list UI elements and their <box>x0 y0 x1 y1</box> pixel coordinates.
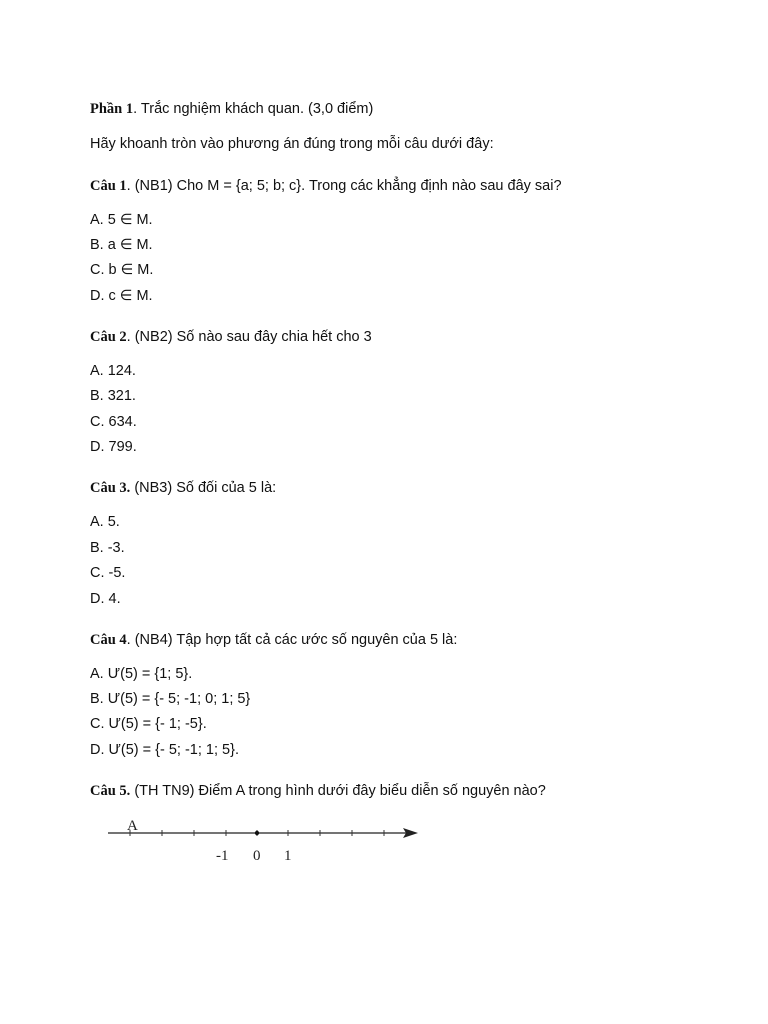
option: D. c ∈ M. <box>90 288 153 304</box>
question-text: (NB3) Số đối của 5 là: <box>130 480 277 496</box>
question-label: Câu 4 <box>90 632 127 648</box>
point-label-a: A <box>127 818 138 834</box>
option: B. -3. <box>90 540 125 556</box>
part-heading <box>90 100 373 118</box>
question-1-heading <box>90 177 562 195</box>
option: D. 4. <box>90 591 121 607</box>
option: C. 634. <box>90 414 137 430</box>
part-title: . Trắc nghiệm khách quan. (3,0 điểm) <box>133 101 374 117</box>
question-label: Câu 1 <box>90 178 127 194</box>
part-label: Phần 1 <box>90 101 134 117</box>
option: D. Ư(5) = {- 5; -1; 1; 5}. <box>90 742 239 758</box>
question-text: . (NB1) Cho M = {a; 5; b; c}. Trong các khẳng định nào sau đây sai? <box>126 178 562 194</box>
question-label: Câu 3. <box>90 480 131 496</box>
tick-label: 0 <box>253 848 261 864</box>
tick-label: -1 <box>216 848 229 864</box>
question-text: (TH TN9) Điểm A trong hình dưới đây biểu diễn số nguyên nào? <box>130 783 546 799</box>
question-5-heading <box>90 782 546 800</box>
option: C. b ∈ M. <box>90 262 154 278</box>
option: C. Ư(5) = {- 1; -5}. <box>90 716 207 732</box>
tick-label: 1 <box>284 848 292 864</box>
option: A. Ư(5) = {1; 5}. <box>90 666 193 682</box>
option: A. 5 ∈ M. <box>90 212 153 228</box>
question-text: . (NB4) Tập hợp tất cả các ước số nguyên của 5 là: <box>126 632 458 648</box>
question-label: Câu 5. <box>90 783 131 799</box>
origin-dot <box>255 831 259 835</box>
number-line-figure <box>100 815 440 875</box>
option: D. 799. <box>90 439 137 455</box>
question-4-heading <box>90 631 457 649</box>
option: A. 124. <box>90 363 136 379</box>
option: A. 5. <box>90 514 120 530</box>
question-2-heading <box>90 328 372 346</box>
option: C. -5. <box>90 565 126 581</box>
option: B. a ∈ M. <box>90 237 153 253</box>
question-3-heading <box>90 479 276 497</box>
instruction: Hãy khoanh tròn vào phương án đúng trong mỗi câu dưới đây: <box>90 136 494 152</box>
option: B. Ư(5) = {- 5; -1; 0; 1; 5} <box>90 691 251 707</box>
option: B. 321. <box>90 388 136 404</box>
question-text: . (NB2) Số nào sau đây chia hết cho 3 <box>126 329 372 345</box>
question-label: Câu 2 <box>90 329 127 345</box>
